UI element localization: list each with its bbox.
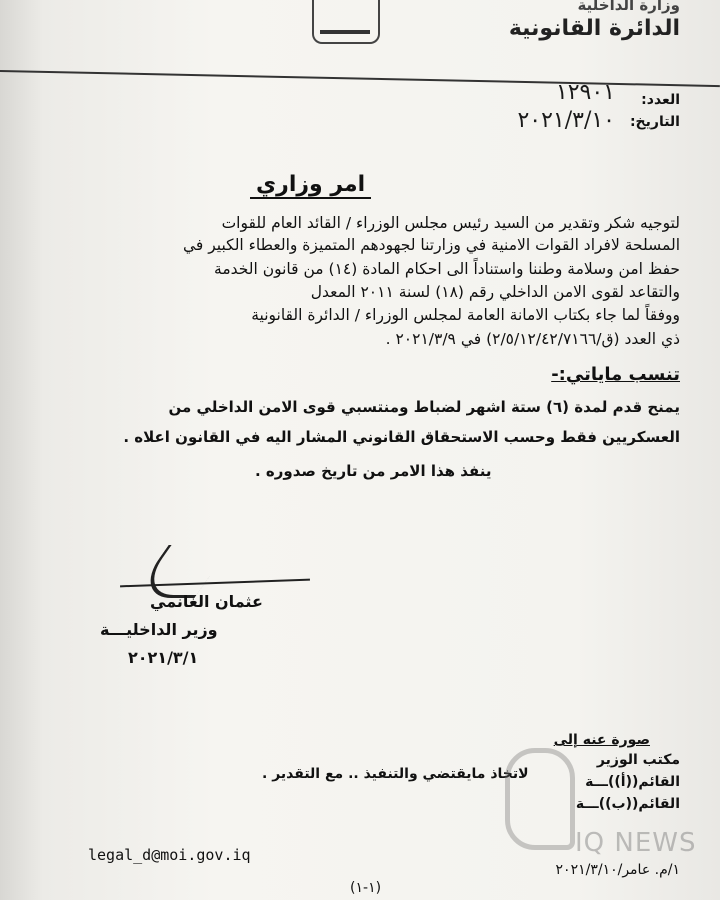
signatory-position: وزير الداخليـــة	[100, 620, 218, 639]
copy-recipient: القائم((أ))ـــة	[585, 774, 680, 790]
copy-recipient: مكتب الوزير	[596, 752, 680, 768]
contact-email: legal_d@moi.gov.iq	[88, 846, 251, 864]
signature-line	[120, 579, 310, 588]
page-number: (١-١)	[350, 880, 382, 896]
body-line: لتوجيه شكر وتقدير من السيد رئيس مجلس الوزراء / القائد العام للقوات	[221, 214, 680, 232]
watermark-text: IQ NEWS	[575, 828, 697, 858]
body-line: والتقاعد لقوى الامن الداخلي رقم (١٨) لسنة ٢٠١١ المعدل	[310, 283, 680, 301]
watermark-logo-icon	[505, 748, 575, 850]
document-title: امر وزاري	[250, 172, 371, 199]
signature-mark	[131, 545, 231, 598]
body-line: ووفقاً لما جاء بكتاب الامانة العامة لمجلس الوزراء / الدائرة القانونية	[251, 306, 680, 324]
body-line: المسلحة لافراد القوات الامنية في وزارتنا لجهودهم المتميزة والعطاء الكبير في	[182, 236, 680, 254]
department-name: الدائرة القانونية	[508, 16, 680, 41]
copies-note: لاتخاذ مايقتضي والتنفيذ .. مع التقدير .	[262, 766, 529, 782]
effective-clause: ينفذ هذا الامر من تاريخ صدوره .	[255, 462, 492, 480]
emblem-base	[320, 30, 370, 34]
decision-line: العسكريين فقط وحسب الاستحقاق القانوني المشار اليه في القانون اعلاه .	[123, 428, 680, 446]
body-line: ذي العدد (ق/٢/٥/١٢/٤٢/٧١٦٦) في ٢٠٢١/٣/٩ .	[385, 330, 680, 348]
body-line: حفظ امن وسلامة وطننا واستناداً الى احكام المادة (١٤) من قانون الخدمة	[214, 260, 680, 278]
number-label: العدد:	[641, 92, 680, 108]
number-value: ١٢٩٠١	[555, 80, 615, 105]
date-value: ٢٠٢١/٣/١٠	[517, 108, 615, 133]
copies-heading: صورة عنه إلى	[553, 732, 650, 748]
decision-heading: تنسب ماياتي:-	[551, 364, 680, 385]
footer-reference: ١/م. عامر/٢٠٢١/٣/١٠	[555, 862, 680, 878]
copy-recipient: القائم((ب))ـــة	[575, 796, 680, 812]
national-emblem-icon	[312, 0, 380, 44]
signatory-name: عثمان الغانمي	[150, 592, 263, 611]
ministry-name: وزارة الداخلية	[577, 0, 680, 14]
signatory-date: ٢٠٢١/٣/١	[128, 648, 199, 667]
date-label: التاريخ:	[629, 114, 680, 130]
decision-line: يمنح قدم لمدة (٦) ستة اشهر لضباط ومنتسبي قوى الامن الداخلي من	[168, 398, 680, 416]
